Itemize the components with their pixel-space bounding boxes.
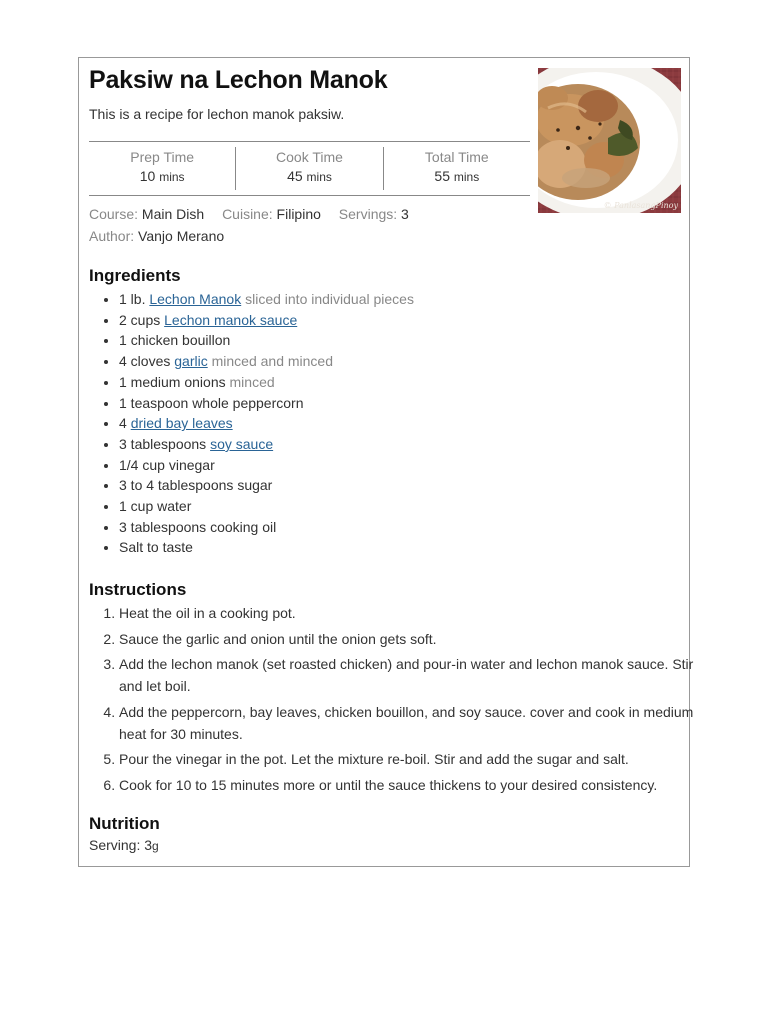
nutrition-serving-unit: g [152,839,159,853]
recipe-author [89,227,224,245]
author-label: Author: [89,228,135,244]
instruction-step: 3. Add the lechon manok (set roasted chicken) and pour-in water and lechon manok sauce. Stir and let boil. [119,653,703,697]
recipe-photo [538,68,681,213]
total-time-label: Total Time [424,149,489,165]
ingredient-note: sliced into individual pieces [245,291,414,307]
ingredients-heading: Ingredients [89,266,181,285]
recipe-card [78,57,694,867]
cook-time-number: 45 [287,168,303,184]
ingredient-amount: 1 [119,332,127,349]
course-label: Course: [89,206,139,222]
ingredient-note: minced [229,373,275,390]
ingredient-item [119,393,414,414]
cuisine [222,206,325,222]
instructions-list [89,602,703,799]
author-value: Vanjo Merano [138,228,225,244]
ingredient-amount: 1 teaspoon [119,394,189,411]
instruction-step: 5. Pour the vinegar in the pot. Let the mixture re-boil. Stir and add the sugar and salt. [119,748,703,770]
cook-time-unit: mins [306,170,332,184]
ingredient-item [119,434,414,455]
ingredient-amount: 4 cloves [119,353,171,370]
ingredient-item [119,455,414,476]
food-illustration [538,68,681,213]
ingredient-name: onions [184,373,226,390]
ingredient-name: sugar [237,477,273,494]
cook-time-value [236,166,382,187]
ingredient-item [119,372,414,393]
ingredients-list [89,289,414,558]
ingredient-name: chicken bouillon [130,332,231,349]
prep-time-number: 10 [139,168,156,184]
ingredient-amount: 1 lb. [119,291,146,307]
recipe-meta [89,205,423,223]
recipe-times [89,141,530,196]
recipe-summary: This is a recipe for lechon manok paksiw. [89,106,345,122]
ingredient-name: whole peppercorn [192,394,304,411]
prep-time-unit: mins [159,170,185,184]
nutrition-serving [89,837,159,853]
recipe-title: Paksiw na Lechon Manok [89,66,388,94]
ingredient-item [119,496,414,517]
nutrition-serving-value: 3 [144,837,153,853]
ingredient-link[interactable]: Lechon Manok [149,291,242,307]
ingredient-link[interactable]: soy sauce [210,435,274,452]
cook-time-label: Cook Time [276,149,343,165]
cuisine-value: Filipino [276,206,321,222]
ingredient-amount: 1 cup [119,498,154,515]
ingredient-name: cooking oil [210,518,277,535]
ingredient-item [119,413,414,434]
servings-value: 3 [401,206,409,222]
prep-time-label: Prep Time [130,149,195,165]
ingredient-item [119,537,414,558]
ingredient-item [119,310,414,331]
photo-credit: © PanlasangPinoy [603,201,678,210]
ingredient-link[interactable]: garlic [174,353,208,370]
cuisine-label: Cuisine: [222,206,273,222]
servings-label: Servings: [338,206,398,222]
ingredient-name: Salt to taste [119,539,193,556]
ingredient-amount: 1/4 cup [119,456,165,473]
course-value: Main Dish [141,206,205,222]
nutrition-serving-label: Serving: [89,837,141,853]
total-time-value [384,166,530,187]
prep-time-value [89,166,235,187]
instruction-step: 2. Sauce the garlic and onion until the onion gets soft. [119,628,703,650]
ingredient-amount: 3 tablespoons [119,435,207,452]
instruction-step: 4. Add the peppercorn, bay leaves, chicken bouillon, and soy sauce. cover and cook in medium heat for 30 minutes. [119,701,703,745]
prep-time [89,142,235,195]
total-time [383,147,530,190]
ingredient-name: water [157,498,192,515]
ingredient-item [119,330,414,351]
ingredient-amount: 2 cups [119,311,161,328]
instruction-step: 1. Heat the oil in a cooking pot. [119,602,703,624]
servings [339,206,409,222]
total-time-number: 55 [434,168,450,184]
ingredient-link[interactable]: Lechon manok sauce [164,311,298,328]
total-time-unit: mins [453,170,480,184]
ingredient-amount: 3 tablespoons [119,518,207,535]
ingredient-amount: 4 [119,415,127,432]
ingredient-item [119,289,414,310]
ingredient-name: vinegar [168,456,215,473]
course [89,206,208,222]
instructions-heading: Instructions [89,580,187,599]
ingredient-item [119,475,414,496]
instruction-step: 6. Cook for 10 to 15 minutes more or until the sauce thickens to your desired consistency. [119,774,703,796]
cook-time [235,147,382,190]
nutrition-heading: Nutrition [89,814,160,833]
ingredient-note: minced and minced [211,353,334,370]
ingredient-amount: 1 medium [119,373,181,390]
ingredient-item [119,517,414,538]
ingredient-amount: 3 to 4 tablespoons [119,477,234,494]
ingredient-item [119,351,414,372]
ingredient-link[interactable]: dried bay leaves [130,415,233,432]
